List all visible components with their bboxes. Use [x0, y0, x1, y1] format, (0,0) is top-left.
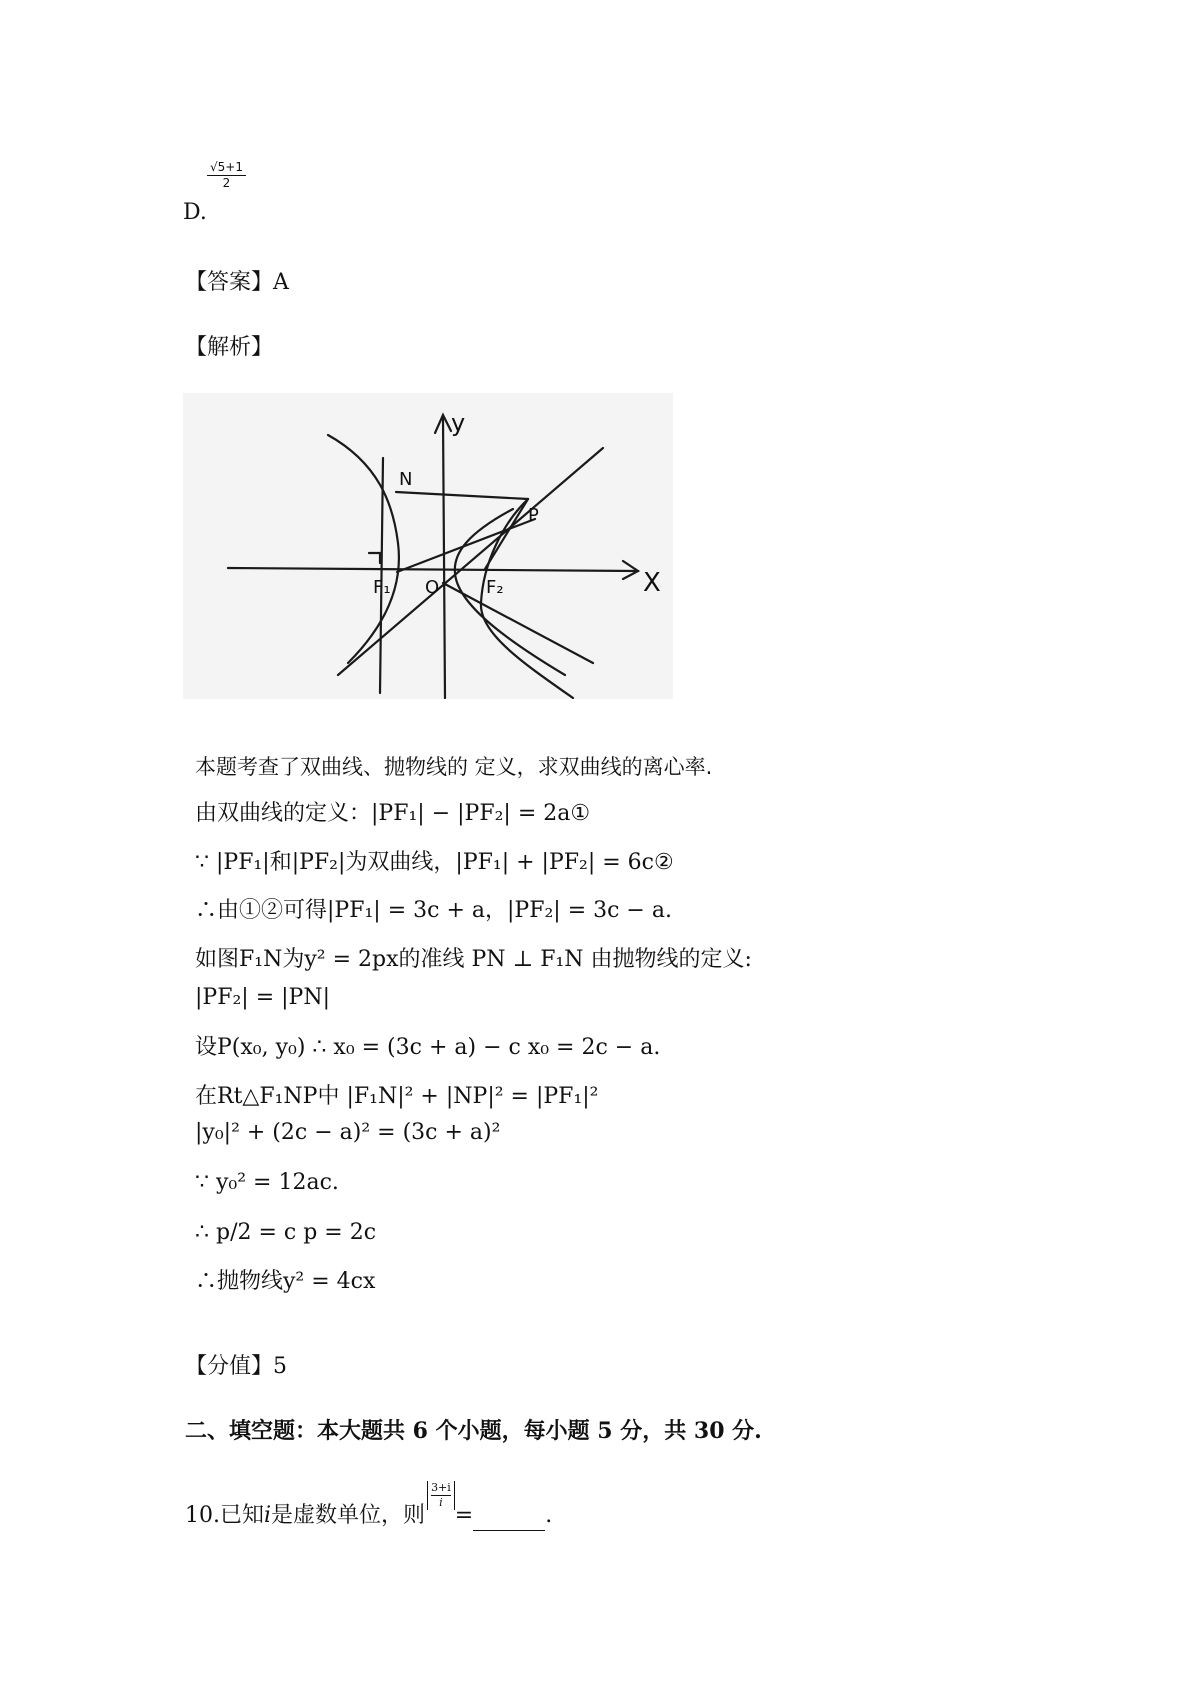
solution-line-6: |PF₂| = |PN| [195, 985, 331, 1010]
solution-line-10: ∵ y₀² = 12ac. [195, 1170, 339, 1195]
solution-line-12: ∴抛物线y² = 4cx [195, 1269, 376, 1294]
label-n: N [399, 469, 413, 490]
option-d-label: D. [183, 200, 207, 225]
solution-line-7: 设P(x₀, y₀) ∴ x₀ = (3c + a) − c x₀ = 2c − a. [195, 1035, 661, 1060]
answer-value: A [273, 270, 289, 295]
label-p: P [528, 505, 539, 526]
q10-var: i [264, 1503, 272, 1528]
section-title: 二、填空题：本大题共 6 个小题，每小题 5 分，共 30 分. [185, 1418, 762, 1444]
q10-end: . [545, 1503, 553, 1528]
q10-denominator: i [439, 1496, 443, 1509]
score-line [185, 1352, 287, 1382]
option-d-denominator: 2 [222, 176, 231, 190]
solution-line-2: 由双曲线的定义：|PF₁| − |PF₂| = 2a① [195, 801, 591, 826]
label-y: y [451, 409, 466, 437]
q10-numerator: 3+i [431, 1481, 451, 1494]
analysis-label: 【解析】 [185, 335, 274, 360]
answer-blank[interactable] [473, 1508, 545, 1531]
answer-line [185, 268, 289, 298]
q10-prefix: 10.已知 [185, 1503, 264, 1528]
score-label: 【分值】 [185, 1354, 274, 1379]
q10-equals: = [454, 1503, 474, 1528]
q10-middle: 是虚数单位，则 [271, 1503, 426, 1528]
label-x: X [643, 568, 661, 598]
solution-line-4: ∴由①②可得|PF₁| = 3c + a，|PF₂| = 3c − a. [195, 898, 672, 923]
option-d-numerator: √5+1 [207, 160, 246, 176]
label-o: O [425, 577, 440, 598]
question-10 [185, 1481, 553, 1537]
solution-line-3: ∵ |PF₁|和|PF₂|为双曲线，|PF₁| + |PF₂| = 6c② [195, 850, 674, 875]
option-d-fraction [207, 160, 246, 191]
hyperbola-parabola-figure [183, 393, 673, 699]
label-f1: F₁ [373, 577, 391, 598]
q10-abs-fraction [427, 1481, 455, 1510]
solution-line-1: 本题考查了双曲线、抛物线的 定义，求双曲线的离心率. [195, 755, 713, 779]
answer-label: 【答案】 [185, 270, 274, 295]
solution-line-9: |y₀|² + (2c − a)² = (3c + a)² [195, 1120, 501, 1145]
label-f2: F₂ [486, 577, 504, 598]
figure-sketch [183, 393, 673, 699]
solution-line-5: 如图F₁N为y² = 2px的准线 PN ⊥ F₁N 由抛物线的定义: [195, 947, 752, 972]
score-value: 5 [273, 1354, 288, 1379]
solution-line-11: ∴ p/2 = c p = 2c [195, 1220, 377, 1245]
solution-line-8: 在Rt△F₁NP中 |F₁N|² + |NP|² = |PF₁|² [195, 1084, 599, 1109]
